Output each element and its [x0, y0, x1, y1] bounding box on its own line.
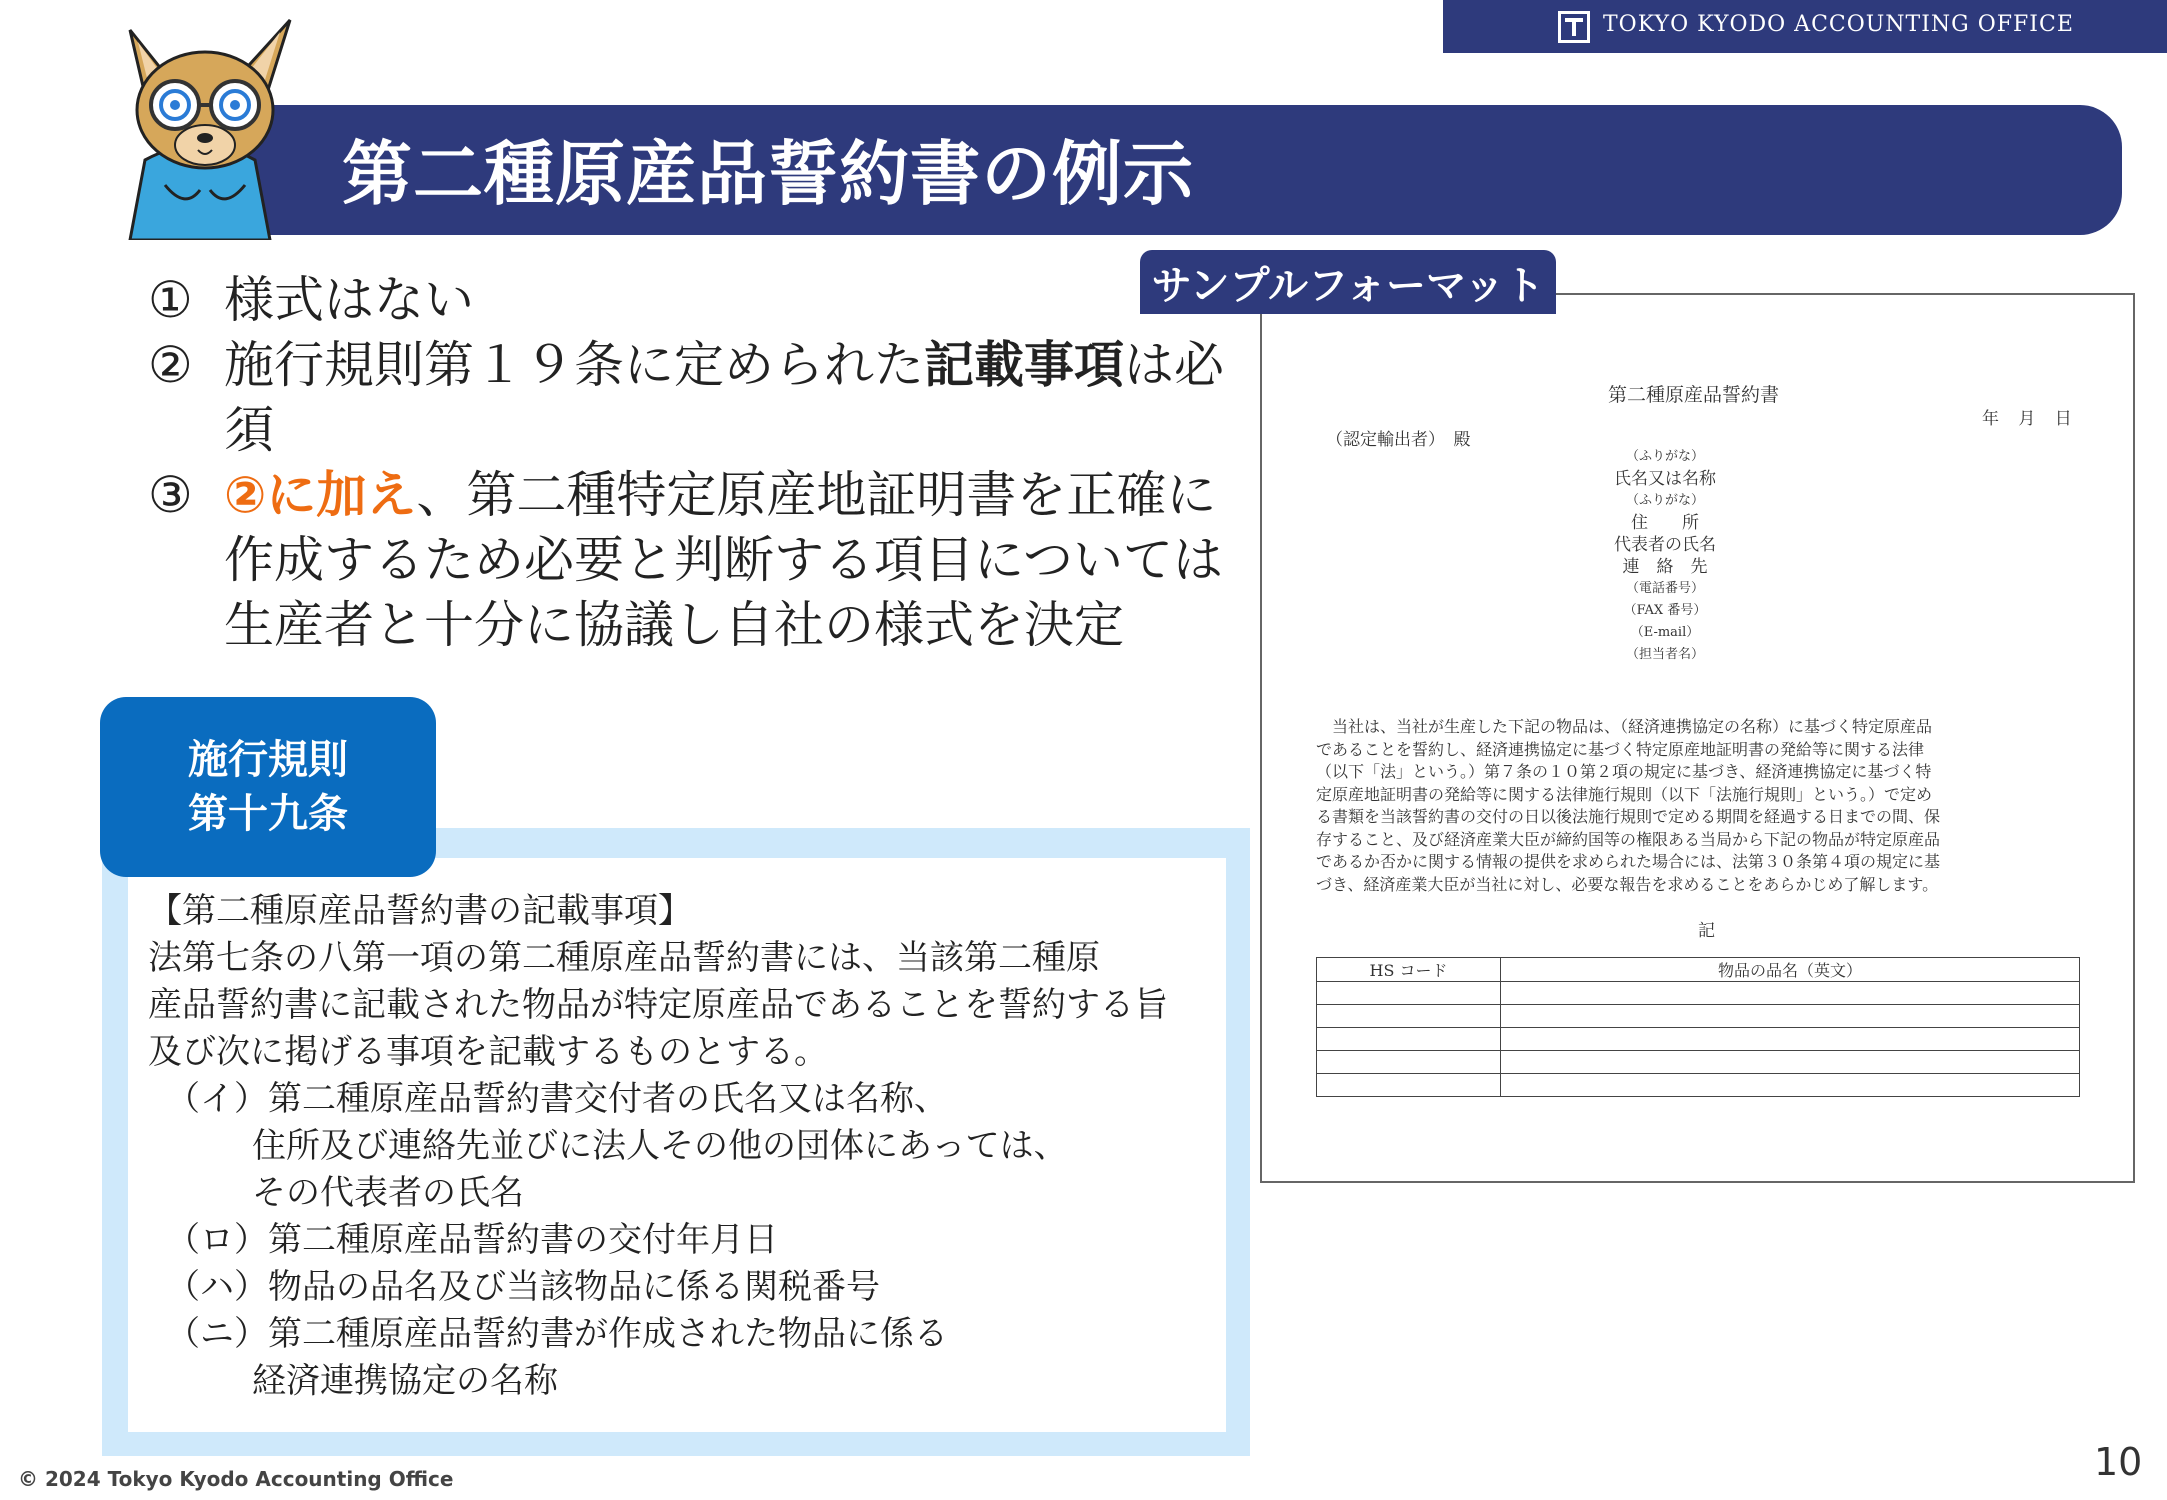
point-number: ② — [148, 336, 193, 394]
sample-field: 住 所 — [1631, 513, 1699, 533]
sample-field: （FAX 番号） — [1623, 603, 1707, 618]
point-item — [148, 333, 1258, 463]
rule-label-line1: 施行規則 — [188, 737, 348, 783]
rule-label-line2: 第十九条 — [188, 791, 348, 837]
table-cell — [1317, 982, 1501, 1005]
brand-bar — [1443, 0, 2167, 53]
kangaroo-mascot-icon — [90, 10, 310, 240]
rule-line: その代表者の氏名 — [252, 1173, 524, 1213]
point-text-part: は必須 — [224, 336, 1224, 459]
sample-body-line: （以下「法」という。）第７条の１０第２項の規定に基づき、経済連携協定に基づく特 — [1316, 762, 1932, 781]
sample-doc-table — [1316, 957, 2080, 1097]
sample-field: （E-mail） — [1630, 625, 1700, 640]
sample-body-line: であるか否かに関する情報の提供を求められた場合には、法第３０条第４項の規定に基 — [1316, 852, 1941, 871]
sample-body-line: であることを誓約し、経済連携協定に基づく特定原産地証明書の発給等に関する法律 — [1316, 739, 1925, 759]
point-text-part: 記載事項 — [924, 336, 1124, 394]
rule-line: （ハ）物品の品名及び当該物品に係る関税番号 — [166, 1267, 880, 1307]
brand-name: TOKYO KYODO ACCOUNTING OFFICE — [1603, 12, 2074, 37]
rule-line: 及び次に掲げる事項を記載するものとする。 — [148, 1032, 828, 1072]
point-text-part: 、第二種特定原産地証明書を正確に作成するため必要と判断する項目については生産者と十分に協議し自社の様式を決定 — [224, 466, 1223, 654]
sample-doc-body — [1316, 716, 2096, 896]
table-header-item: 物品の品名（英文） — [1501, 958, 2080, 982]
sample-doc-title: 第二種原産品誓約書 — [1608, 384, 1780, 406]
point-item — [148, 463, 1258, 658]
table-cell — [1501, 1051, 2080, 1074]
sample-doc-date: 年 月 日 — [1982, 409, 2072, 429]
table-cell — [1317, 1005, 1501, 1028]
sample-body-line: 存すること、及び経済産業大臣が締約国等の権限ある当局から下記の物品が特定原産品 — [1316, 829, 1941, 849]
rule-label — [100, 697, 436, 877]
sample-field: 氏名又は名称 — [1614, 469, 1716, 489]
copyright: © 2024 Tokyo Kyodo Accounting Office — [18, 1467, 454, 1491]
point-text-part: ②に加え — [224, 466, 417, 524]
sample-doc-fields — [1540, 446, 1790, 666]
page-number: 10 — [2094, 1440, 2143, 1484]
sample-field: 連 絡 先 — [1622, 557, 1708, 577]
rule-line: 経済連携協定の名称 — [252, 1361, 558, 1401]
rule-line: （イ）第二種原産品誓約書交付者の氏名又は名称、 — [166, 1079, 948, 1119]
rule-line: 【第二種原産品誓約書の記載事項】 — [148, 891, 692, 931]
point-text — [224, 333, 1258, 463]
sample-field: （電話番号） — [1625, 581, 1704, 596]
table-header-hs: HS コード — [1317, 958, 1501, 982]
table-cell — [1501, 1028, 2080, 1051]
table-cell — [1501, 1074, 2080, 1097]
tk-logo-icon — [1558, 11, 1590, 43]
rule-line: （ロ）第二種原産品誓約書の交付年月日 — [166, 1220, 778, 1260]
rule-line: 法第七条の八第一項の第二種原産品誓約書には、当該第二種原 — [148, 938, 1100, 978]
table-row — [1317, 1028, 2080, 1051]
sample-field: （ふりがな） — [1625, 493, 1704, 508]
table-cell — [1501, 1005, 2080, 1028]
sample-body-line: る書類を当該誓約書の交付の日以後法施行規則で定める期間を経過する日までの間、保 — [1316, 807, 1941, 826]
point-item — [148, 268, 1258, 333]
point-text-part: 施行規則第１９条に定められた — [224, 336, 924, 394]
table-row — [1317, 982, 2080, 1005]
table-row — [1317, 1051, 2080, 1074]
table-cell — [1317, 1074, 1501, 1097]
sample-body-line: 当社は、当社が生産した下記の物品は、（経済連携協定の名称）に基づく特定原産品 — [1316, 717, 1933, 736]
point-text-part: 様式はない — [224, 271, 474, 329]
table-row — [1317, 1074, 2080, 1097]
point-text — [224, 268, 1258, 333]
sample-field: （担当者名） — [1625, 647, 1704, 662]
rule-line: 住所及び連絡先並びに法人その他の団体にあっては、 — [252, 1126, 1068, 1166]
sample-doc-recipient: （認定輸出者） 殿 — [1326, 430, 1471, 450]
sample-doc-ki: 記 — [1698, 921, 1715, 941]
table-cell — [1317, 1051, 1501, 1074]
sample-field: （ふりがな） — [1625, 449, 1704, 464]
sample-body-line: づき、経済産業大臣が当社に対し、必要な報告を求めることをあらかじめ了解します。 — [1316, 874, 1939, 894]
rule-text — [148, 888, 1218, 1405]
table-cell — [1317, 1028, 1501, 1051]
rule-line: （ニ）第二種原産品誓約書が作成された物品に係る — [166, 1314, 948, 1354]
table-row — [1317, 1005, 2080, 1028]
rule-line: 産品誓約書に記載された物品が特定原産品であることを誓約する旨 — [148, 985, 1168, 1025]
sample-format-tab: サンプルフォーマット — [1140, 250, 1556, 314]
point-number: ③ — [148, 466, 193, 524]
points-list — [148, 268, 1258, 658]
point-text — [224, 463, 1258, 658]
sample-field: 代表者の氏名 — [1614, 535, 1716, 555]
point-number: ① — [148, 271, 193, 329]
table-cell — [1501, 982, 2080, 1005]
sample-body-line: 定原産地証明書の発給等に関する法律施行規則（以下「法施行規則」という。）で定め — [1316, 784, 1933, 804]
page-title: 第二種原産品誓約書の例示 — [342, 133, 1194, 215]
